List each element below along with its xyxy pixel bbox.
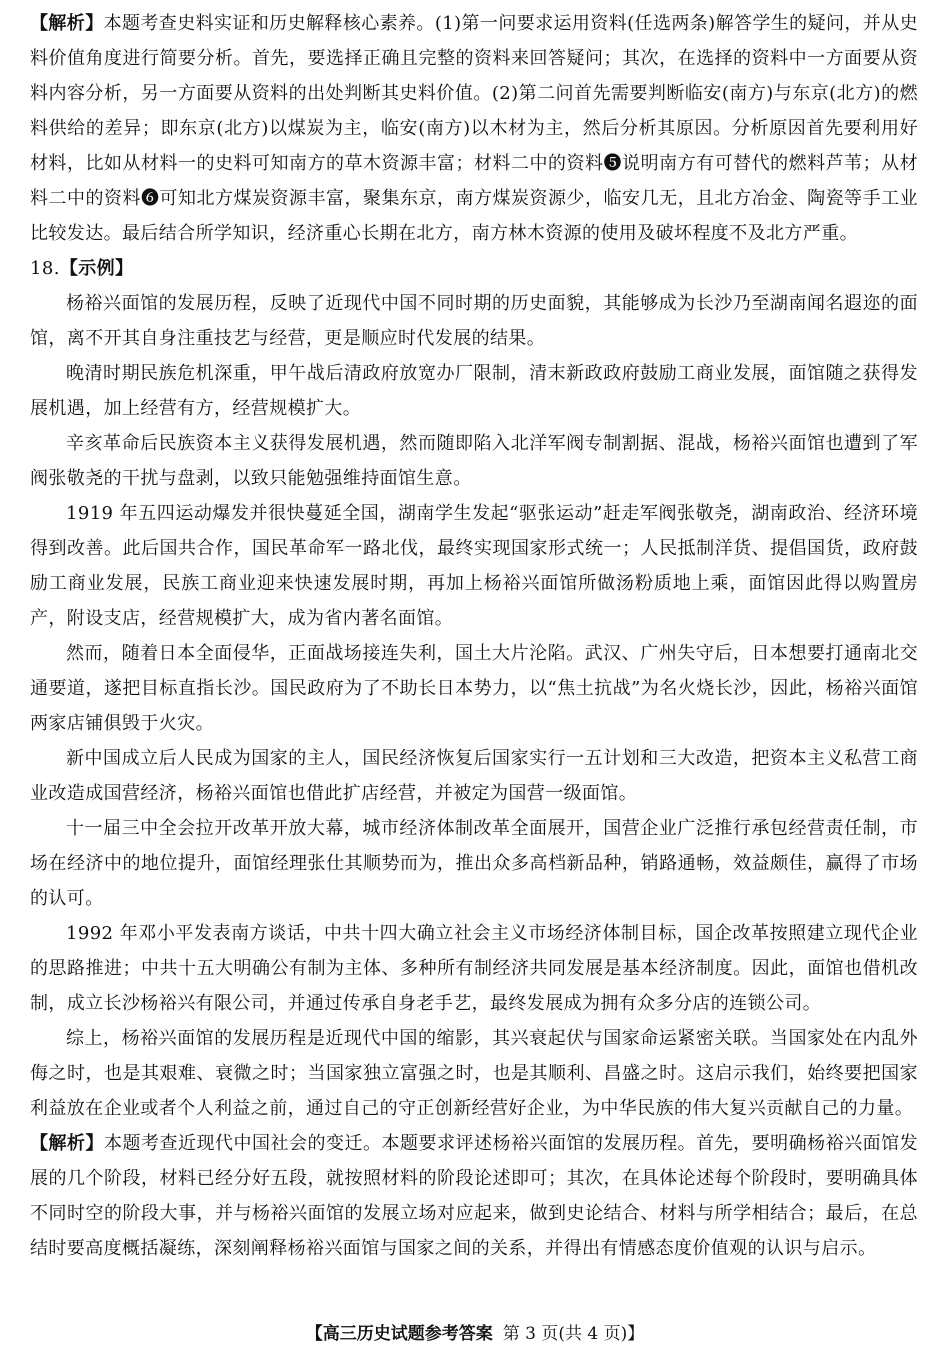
analysis-paragraph-q18 xyxy=(30,1126,918,1266)
question-18-heading xyxy=(30,251,918,286)
analysis-paragraph-q17 xyxy=(30,6,918,251)
answer-paragraph: 综上，杨裕兴面馆的发展历程是近现代中国的缩影，其兴衰起伏与国家命运紧密关联。当国家处在内乱外侮之时，也是其艰难、衰微之时；当国家独立富强之时，也是其顺利、昌盛之时。这启示我们，始终要把国家利益放在企业或者个人利益之前，通过自己的守正创新经营好企业，为中华民族的伟大复兴贡献自己的力量。 xyxy=(30,1028,918,1119)
footer-page-number: 第 3 页(共 4 页)】 xyxy=(502,1324,645,1344)
example-label: 【示例】 xyxy=(59,258,134,279)
answer-paragraph: 十一届三中全会拉开改革开放大幕，城市经济体制改革全面展开，国营企业广泛推行承包经营责任制，市场在经济中的地位提升，面馆经理张仕其顺势而为，推出众多高档新品种，销路通畅，效益颇佳，赢得了市场的认可。 xyxy=(30,818,918,909)
footer-title: 【高三历史试题参考答案 xyxy=(305,1324,493,1344)
answer-paragraph: 然而，随着日本全面侵华，正面战场接连失利，国土大片沦陷。武汉、广州失守后，日本想要打通南北交通要道，遂把目标直指长沙。国民政府为了不助长日本势力，以“焦土抗战”为名火烧长沙，因此，杨裕兴面馆两家店铺俱毁于火灾。 xyxy=(30,643,918,734)
page-footer xyxy=(0,1322,950,1346)
answer-paragraph: 杨裕兴面馆的发展历程，反映了近现代中国不同时期的历史面貌，其能够成为长沙乃至湖南闻名遐迩的面馆，离不开其自身注重技艺与经营，更是顺应时代发展的结果。 xyxy=(30,293,918,349)
answer-paragraph: 1919 年五四运动爆发并很快蔓延全国，湖南学生发起“驱张运动”赶走军阀张敬尧，湖南政治、经济环境得到改善。此后国共合作，国民革命军一路北伐，最终实现国家形式统一；人民抵制洋货、提倡国货，政府鼓励工商业发展，民族工商业迎来快速发展时期，再加上杨裕兴面馆所做汤粉质地上乘，面馆因此得以购置房产，附设支店，经营规模扩大，成为省内著名面馆。 xyxy=(30,503,918,629)
answer-paragraph: 新中国成立后人民成为国家的主人，国民经济恢复后国家实行一五计划和三大改造，把资本主义私营工商业改造成国营经济，杨裕兴面馆也借此扩店经营，并被定为国营一级面馆。 xyxy=(30,748,918,804)
question-number: 18. xyxy=(30,258,60,279)
analysis-text: 本题考查近现代中国社会的变迁。本题要求评述杨裕兴面馆的发展历程。首先，要明确杨裕兴面馆发展的几个阶段，材料已经分好五段，就按照材料的阶段论述即可；其次，在具体论述每个阶段时，要明确具体不同时空的阶段大事，并与杨裕兴面馆的发展立场对应起来，做到史论结合、材料与所学相结合；最后，在总结时要高度概括凝练，深刻阐释杨裕兴面馆与国家之间的关系，并得出有情感态度价值观的认识与启示。 xyxy=(30,1133,918,1259)
page-content xyxy=(30,6,918,1266)
analysis-label: 【解析】 xyxy=(30,13,104,34)
analysis-label: 【解析】 xyxy=(30,1133,105,1154)
analysis-text: 本题考查史料实证和历史解释核心素养。(1)第一问要求运用资料(任选两条)解答学生的疑问，并从史料价值角度进行简要分析。首先，要选择正确且完整的资料来回答疑问；其次，在选择的资料中一方面要从资料内容分析，另一方面要从资料的出处判断其史料价值。(2)第二问首先需要判断临安(南方)与东京(北方)的燃料供给的差异；即东京(北方)以煤炭为主，临安(南方)以木材为主，然后分析其原因。分析原因首先要利用好材料，比如从材料一的史料可知南方的草木资源丰富；材料二中的资料❺说明南方有可替代的燃料芦苇；从材料二中的资料❻可知北方煤炭资源丰富，聚集东京，南方煤炭资源少，临安几无，且北方冶金、陶瓷等手工业比较发达。最后结合所学知识，经济重心长期在北方，南方林木资源的使用及破坏程度不及北方严重。 xyxy=(30,13,918,244)
answer-paragraph: 1992 年邓小平发表南方谈话，中共十四大确立社会主义市场经济体制目标，国企改革按照建立现代企业的思路推进；中共十五大明确公有制为主体、多种所有制经济共同发展是基本经济制度。因此，面馆也借机改制，成立长沙杨裕兴有限公司，并通过传承自身老手艺，最终发展成为拥有众多分店的连锁公司。 xyxy=(30,923,918,1014)
answer-paragraph: 晚清时期民族危机深重，甲午战后清政府放宽办厂限制，清末新政政府鼓励工商业发展，面馆随之获得发展机遇，加上经营有方，经营规模扩大。 xyxy=(30,363,918,419)
answer-paragraph: 辛亥革命后民族资本主义获得发展机遇，然而随即陷入北洋军阀专制割据、混战，杨裕兴面馆也遭到了军阀张敬尧的干扰与盘剥，以致只能勉强维持面馆生意。 xyxy=(30,433,918,489)
